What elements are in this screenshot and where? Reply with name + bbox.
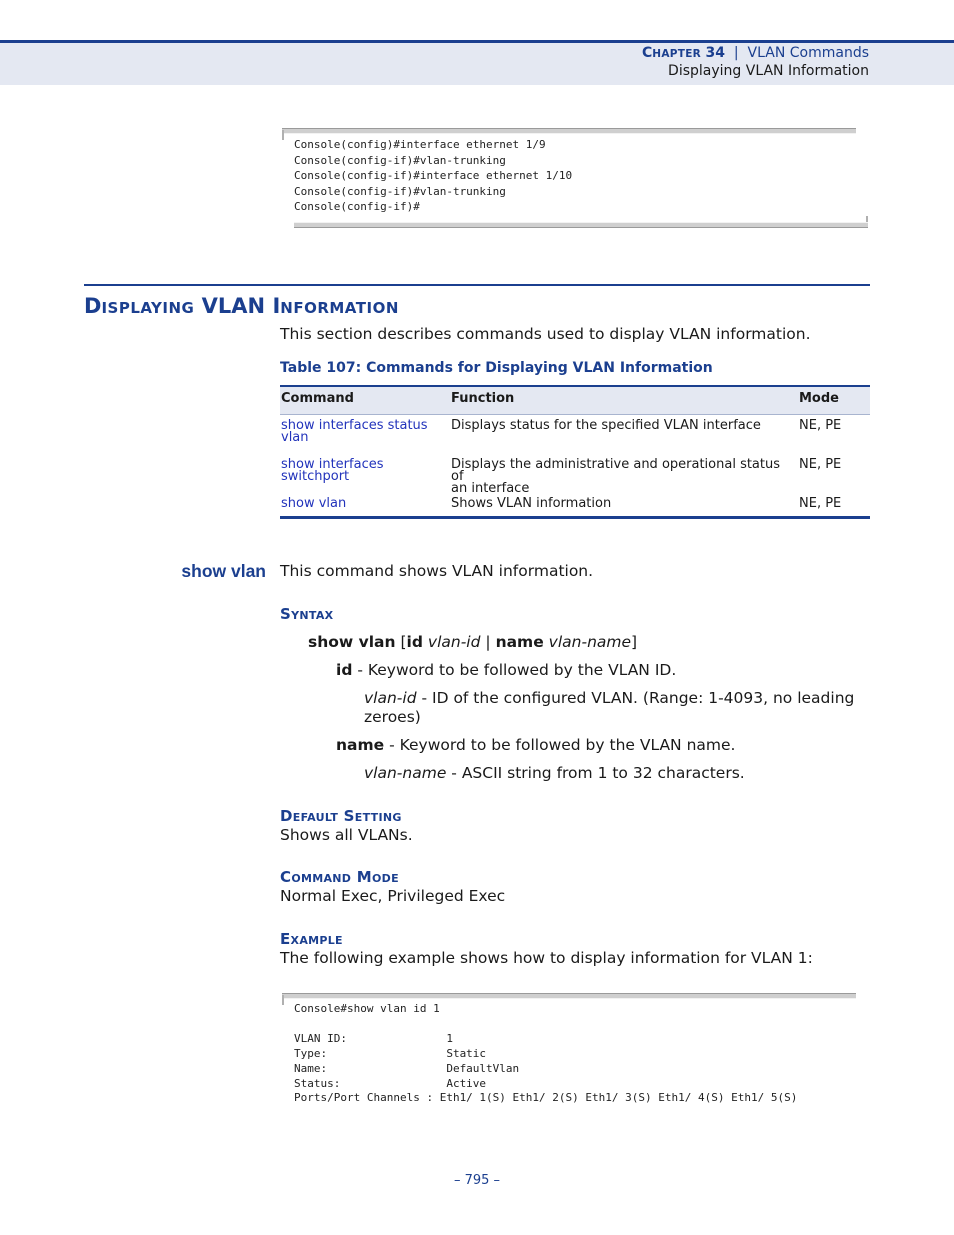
title-part: VLAN bbox=[201, 294, 266, 318]
heading-initial: D bbox=[280, 807, 293, 825]
code-line: Console#show vlan id 1 bbox=[294, 1002, 440, 1015]
chapter-title: VLAN Commands bbox=[747, 45, 869, 61]
heading-rest: XAMPLE bbox=[290, 934, 343, 947]
param-keyword: id bbox=[336, 661, 353, 679]
title-initial: D bbox=[84, 294, 102, 318]
table-bottom-rule bbox=[280, 516, 870, 519]
code-line: Console(config-if)#vlan-trunking bbox=[294, 184, 506, 198]
heading-initial: M bbox=[356, 868, 372, 886]
param-id bbox=[336, 661, 676, 680]
chapter-initial: C bbox=[641, 45, 653, 61]
bracket: [ bbox=[400, 633, 407, 651]
param-text: - Keyword to be followed by the VLAN ID. bbox=[357, 661, 677, 679]
title-part: NFORMATION bbox=[280, 299, 399, 317]
syntax-keyword-name: name bbox=[495, 633, 544, 651]
code-box-top-border bbox=[282, 128, 856, 134]
code-box-corner bbox=[282, 995, 284, 1005]
code-line: Name: DefaultVlan bbox=[294, 1061, 520, 1075]
section-title bbox=[84, 294, 399, 318]
code-line: Ports/Port Channels : Eth1/ 1(S) Eth1/ 2(S) Eth1/ 3(S) Eth1/ 4(S) Eth1/ 5(S) bbox=[294, 1091, 798, 1105]
code-line: Console(config-if)#interface ethernet 1/10 bbox=[294, 169, 573, 183]
default-setting-text: Shows all VLANs. bbox=[280, 826, 413, 844]
default-setting-heading bbox=[280, 807, 402, 825]
function-line: Shows VLAN information bbox=[451, 496, 612, 511]
code-line: Console(config)#interface ethernet 1/9 bbox=[294, 138, 546, 151]
table-header-row bbox=[280, 387, 870, 415]
column-header-mode: Mode bbox=[799, 391, 839, 406]
code-line: Type: Static bbox=[294, 1046, 487, 1060]
chapter-word: HAPTER bbox=[652, 48, 702, 60]
code-line: Status: Active bbox=[294, 1076, 487, 1090]
table-row-command-link[interactable] bbox=[281, 498, 441, 510]
chapter-heading bbox=[642, 45, 869, 61]
link-line: vlan bbox=[281, 430, 309, 445]
page-number: – 795 – bbox=[453, 1173, 501, 1188]
table-row-function bbox=[451, 459, 796, 495]
link-line: switchport bbox=[281, 469, 350, 484]
param-argument: vlan-id bbox=[364, 689, 417, 707]
function-line: Displays the administrative and operational status of bbox=[451, 457, 781, 484]
syntax-keyword-id: id bbox=[406, 633, 423, 651]
chapter-number: 34 bbox=[705, 45, 726, 61]
function-line: Displays status for the specified VLAN interface bbox=[451, 418, 761, 433]
heading-rest: ODE bbox=[371, 872, 399, 885]
table-row-command-link[interactable] bbox=[281, 459, 441, 483]
heading-rest: OMMAND bbox=[291, 872, 352, 885]
param-text: - ASCII string from 1 to 32 characters. bbox=[451, 764, 745, 782]
command-mode-text: Normal Exec, Privileged Exec bbox=[280, 887, 506, 905]
title-initial: I bbox=[272, 294, 281, 318]
section-intro: This section describes commands used to display VLAN information. bbox=[280, 325, 811, 343]
param-text: - Keyword to be followed by the VLAN name. bbox=[389, 736, 736, 754]
code-line: Console(config-if)# bbox=[294, 200, 420, 214]
param-argument: vlan-name bbox=[364, 764, 447, 782]
code-line: VLAN ID: 1 bbox=[294, 1031, 453, 1045]
table-caption: Table 107: Commands for Displaying VLAN Information bbox=[280, 360, 713, 376]
param-vlan-id bbox=[364, 689, 854, 708]
code-box-bottom-border bbox=[294, 222, 868, 228]
syntax-heading bbox=[280, 605, 333, 623]
param-name bbox=[336, 736, 735, 755]
syntax-command: show vlan bbox=[308, 633, 396, 651]
section-rule bbox=[84, 284, 870, 286]
syntax-arg-vlan-id: vlan-id bbox=[427, 633, 481, 651]
command-description: This command shows VLAN information. bbox=[280, 562, 594, 580]
table-row-command-link[interactable] bbox=[281, 420, 441, 444]
heading-rest: ETTING bbox=[354, 811, 402, 824]
link-line: show vlan bbox=[281, 496, 347, 511]
example-heading bbox=[280, 930, 343, 948]
chapter-separator: | bbox=[733, 45, 739, 61]
command-title: show vlan bbox=[181, 561, 266, 581]
param-vlan-id-continued: zeroes) bbox=[364, 708, 421, 726]
syntax-line bbox=[308, 633, 637, 652]
heading-initial: S bbox=[280, 605, 292, 623]
column-header-command: Command bbox=[281, 391, 354, 406]
bracket: ] bbox=[631, 633, 638, 651]
code-line bbox=[294, 1017, 797, 1032]
code-line: Console(config-if)#vlan-trunking bbox=[294, 153, 506, 167]
code-block-interface-trunking bbox=[294, 137, 572, 215]
title-part: ISPLAYING bbox=[101, 299, 195, 317]
heading-rest: EFAULT bbox=[292, 811, 339, 824]
example-text: The following example shows how to display information for VLAN 1: bbox=[280, 949, 813, 967]
table-row-mode: NE, PE bbox=[799, 457, 842, 472]
table-row-mode: NE, PE bbox=[799, 496, 842, 511]
heading-initial: C bbox=[280, 868, 292, 886]
code-box-corner bbox=[282, 130, 284, 140]
syntax-arg-vlan-name: vlan-name bbox=[548, 633, 632, 651]
function-line: an interface bbox=[451, 481, 530, 496]
table-row-function bbox=[451, 498, 791, 510]
table-row-mode: NE, PE bbox=[799, 418, 842, 433]
command-mode-heading bbox=[280, 868, 399, 886]
syntax-pipe: | bbox=[485, 633, 491, 651]
heading-initial: S bbox=[343, 807, 355, 825]
heading-rest: YNTAX bbox=[291, 609, 334, 622]
heading-initial: E bbox=[280, 930, 291, 948]
code-block-show-vlan bbox=[294, 1002, 797, 1106]
param-text: - ID of the configured VLAN. (Range: 1-4093, no leading bbox=[421, 689, 855, 707]
column-header-function: Function bbox=[451, 391, 515, 406]
link-line: show interfaces status bbox=[281, 418, 428, 433]
link-line: show interfaces bbox=[281, 457, 384, 472]
table-row-function bbox=[451, 420, 791, 432]
param-vlan-name bbox=[364, 764, 745, 783]
param-keyword: name bbox=[336, 736, 385, 754]
running-section-title: Displaying VLAN Information bbox=[668, 63, 869, 79]
code-box-top-border bbox=[282, 993, 856, 999]
